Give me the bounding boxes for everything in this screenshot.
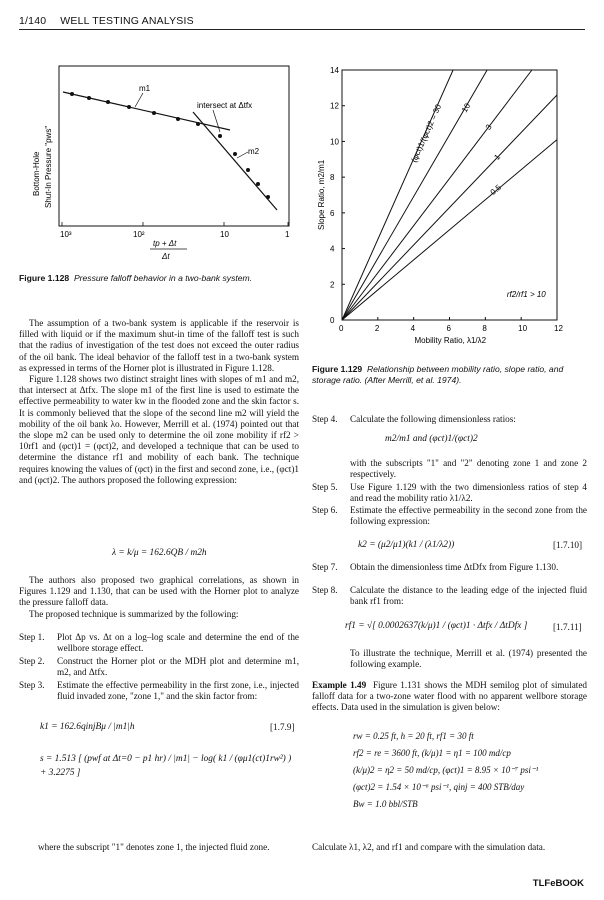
series-label: (φct)1/(φct)2 = 30: [409, 102, 444, 164]
step-text: Calculate the following dimensionless ratios:: [350, 414, 516, 424]
fig1128-label-intersect: intersect at Δtfx: [197, 101, 253, 110]
running-header: [19, 15, 194, 27]
series-label: 0.5: [488, 182, 504, 197]
equation-rf1: rf1 = √[ 0.0002637(k/μ)1 / (φct)1 · Δtfx / ΔtDfx ]: [345, 621, 528, 631]
paragraph: The assumption of a two-bank system is applicable if the reservoir is filled with liquid or if the maximum shut-in time of the falloff test is such that the radius of investigation of the test does not exceed the outer radius of the oil bank. The ideal behavior of the falloff test in a two-bank system as expressed in terms of the Horner plot is illustrated in Figure 1.128.: [19, 318, 299, 373]
left-column: [19, 318, 299, 486]
fig1129-caption-text: Relationship between mobility ratio, slope ratio, and storage ratio. (After Merrill, et al. 1974).: [312, 364, 564, 385]
x-axis-label: Mobility Ratio, λ1/λ2: [414, 336, 487, 345]
step-4: [312, 414, 587, 425]
fig1128-xlabel-num: tp + Δt: [153, 239, 177, 248]
step-label: Step 5.: [312, 482, 338, 492]
fig1128-caption-num: Figure 1.128: [19, 273, 70, 283]
step-label: Step 7.: [312, 562, 338, 572]
series-label: 3: [483, 122, 494, 132]
step-text: Estimate the effective permeability in the first zone, i.e., injected fluid invaded zone, "zone 1," and the skin factor from:: [57, 680, 299, 702]
fig1128-point: [218, 134, 222, 138]
equation-number: [1.7.10]: [553, 540, 583, 550]
fig1128-point: [87, 96, 91, 100]
header-rule: [19, 29, 585, 30]
fig1128-point: [266, 195, 270, 199]
equation-lambda: λ = k/μ = 162.6QB / m2h: [112, 548, 207, 558]
step-7: [312, 562, 587, 573]
paragraph: The proposed technique is summarized by the following:: [29, 608, 239, 619]
fig1128-label-m2: m2: [248, 147, 260, 156]
figure-1-129: [312, 62, 597, 352]
example-title: Example 1.49: [312, 680, 367, 690]
fig1129-caption-num: Figure 1.129: [312, 364, 363, 374]
y-tick-label: 14: [330, 66, 339, 75]
fig1128-frame: [59, 66, 289, 226]
equation-number: [1.7.11]: [553, 622, 582, 632]
paragraph: The authors also proposed two graphical correlations, as shown in Figures 1.129 and 1.130, that can be used with the Horner plot to analyze the pressure falloff data.: [19, 575, 299, 608]
x-tick-label: 12: [554, 324, 563, 333]
y-axis-label: Slope Ratio, m2/m1: [317, 159, 326, 230]
step-2: [19, 656, 299, 678]
equation-skin: s = 1.513 [ (pwf at Δt=0 − p1 hr) / |m1| − log( k1 / (φμ1(ct)1rw²) ) + 3.2275 ]: [40, 754, 292, 778]
step-text: Obtain the dimensionless time ΔtDfx from Figure 1.130.: [350, 562, 559, 572]
fig1128-ylabel-1: Bottom-Hole: [32, 151, 41, 196]
left-column-2: [19, 575, 299, 620]
step-text: Estimate the effective permeability in the second zone from the following expression:: [350, 505, 587, 527]
chart-annotation: rf2/rf1 > 10: [506, 289, 546, 299]
series-label: 1: [492, 152, 503, 162]
chart-frame: [342, 70, 557, 320]
example-data-line: (φct)2 = 1.54 × 10⁻⁶ psi⁻¹, qinj = 400 STB/day: [353, 782, 525, 792]
fig1128-xtick: 10²: [133, 230, 145, 239]
fig1129-caption: [312, 364, 587, 386]
step-4-note: with the subscripts "1" and "2" denoting zone 1 and zone 2 respectively.: [350, 458, 587, 480]
step-3: [19, 680, 299, 702]
equation-ratios: m2/m1 and (φct)1/(φct)2: [385, 434, 478, 444]
fig1128-point: [152, 111, 156, 115]
step-8: [312, 585, 587, 607]
equation-k2: k2 = (μ2/μ1)(k1 / (λ1/λ2)): [358, 540, 455, 550]
y-tick-label: 8: [330, 173, 335, 183]
step-text: Calculate the distance to the leading edge of the injected fluid bank rf1 from:: [350, 585, 587, 607]
y-tick-label: 12: [330, 101, 339, 111]
fig1128-xlabel-den: Δt: [162, 252, 170, 261]
running-title: WELL TESTING ANALYSIS: [60, 15, 194, 27]
example-text: Figure 1.131 shows the MDH semilog plot of simulated falloff data for a two-zone water flood with no apparent wellbore storage effects. Data used in the simulation is given below:: [312, 680, 588, 713]
example-data: [353, 728, 588, 813]
x-tick-label: 10: [518, 324, 528, 333]
equation-k1: k1 = 162.6qinjBμ / |m1|h: [40, 722, 135, 732]
y-tick-label: 2: [330, 280, 335, 290]
y-tick-label: 10: [330, 137, 339, 147]
x-tick-label: 2: [374, 324, 380, 333]
example-task: Calculate λ1, λ2, and rf1 and compare with the simulation data.: [312, 842, 546, 852]
fig1128-xtick: 10: [220, 230, 229, 239]
y-tick-label: 4: [330, 244, 335, 254]
fig1128-line-m2: [193, 112, 277, 210]
fig1128-point: [196, 122, 200, 126]
example-1-49: [312, 680, 587, 714]
example-data-line: rf2 = re = 3600 ft, (k/μ)1 = η1 = 100 md/cp: [353, 748, 511, 758]
fig1128-point: [127, 105, 131, 109]
series-line: [342, 95, 557, 320]
step-label: Step 6.: [312, 505, 338, 515]
step-label: Step 2.: [19, 656, 45, 666]
step-label: Step 8.: [312, 585, 338, 595]
step-label: Step 4.: [312, 414, 338, 424]
footer-mark: TLFeBOOK: [532, 878, 584, 889]
fig1128-point: [70, 92, 74, 96]
step-5: [312, 482, 587, 504]
example-data-line: rw = 0.25 ft, h = 20 ft, rf1 = 30 ft: [353, 731, 474, 741]
step-text: Use Figure 1.129 with the two dimensionless ratios of step 4 and read the mobility ratio λ1/λ2.: [350, 482, 587, 504]
fig1128-point: [256, 182, 260, 186]
fig1128-point: [176, 117, 180, 121]
step-text: Construct the Horner plot or the MDH plot and determine m1, m2, and Δtfx.: [57, 656, 299, 678]
x-tick-label: 6: [446, 324, 451, 333]
fig1128-xtick: 10³: [60, 230, 72, 239]
page-number: 1/140: [19, 15, 47, 27]
y-tick-label: 6: [330, 208, 335, 218]
fig1128-point: [246, 168, 250, 172]
fig1128-xtick: 1: [285, 230, 290, 239]
example-intro: To illustrate the technique, Merrill et al. (1974) presented the following example.: [350, 648, 587, 670]
example-data-line: Bw = 1.0 bbl/STB: [353, 799, 418, 809]
step-1: [19, 632, 299, 654]
series-label: 10: [459, 101, 473, 115]
fig1128-caption: [19, 273, 304, 284]
equation-number: [1.7.9]: [270, 722, 295, 732]
step-label: Step 1.: [19, 632, 45, 642]
paragraph: Figure 1.128 shows two distinct straight lines with slopes of m1 and m2, that intersect at Δtfx. The slope m1 of the first line is used to estimate the effective permeability to water kw in the flooded zone and the skin factor s. It is commonly believed that the slope of the second line m2 will yield the mobility of the oil bank λo. However, Merrill et al. (1974) pointed out that the slope m2 can be used only to determine the oil zone mobility if rf2 > 10rf1 and (φct)1 = (φct)2, and developed a technique that can be used to determine the distance rf1 and mobility of each bank. The technique requires knowing the values of (φct) in the first and second zone, i.e., (φct)1 and (φct)2. The authors proposed the following expression:: [19, 374, 299, 485]
step-6: [312, 505, 587, 527]
step-text: Plot Δp vs. Δt on a log–log scale and determine the end of the wellbore storage effect.: [57, 632, 299, 654]
fig1128-ylabel-2: Shut-In Pressure "pws": [44, 125, 53, 208]
fig1128-point: [233, 152, 237, 156]
x-tick-label: 4: [410, 324, 416, 333]
y-tick-label: 0: [330, 316, 335, 325]
step-label: Step 3.: [19, 680, 45, 690]
example-data-line: (k/μ)2 = η2 = 50 md/cp, (φct)1 = 8.95 × 10⁻⁷ psi⁻¹: [353, 765, 539, 775]
fig1128-label-m1: m1: [139, 84, 151, 93]
step-3-note: where the subscript "1" denotes zone 1, the injected fluid zone.: [38, 842, 270, 852]
x-tick-label: 8: [482, 324, 487, 333]
x-tick-label: 0: [339, 324, 344, 333]
fig1128-caption-text: Pressure falloff behavior in a two-bank system.: [73, 273, 253, 283]
figure-1-128: [15, 62, 305, 267]
fig1128-point: [106, 100, 110, 104]
